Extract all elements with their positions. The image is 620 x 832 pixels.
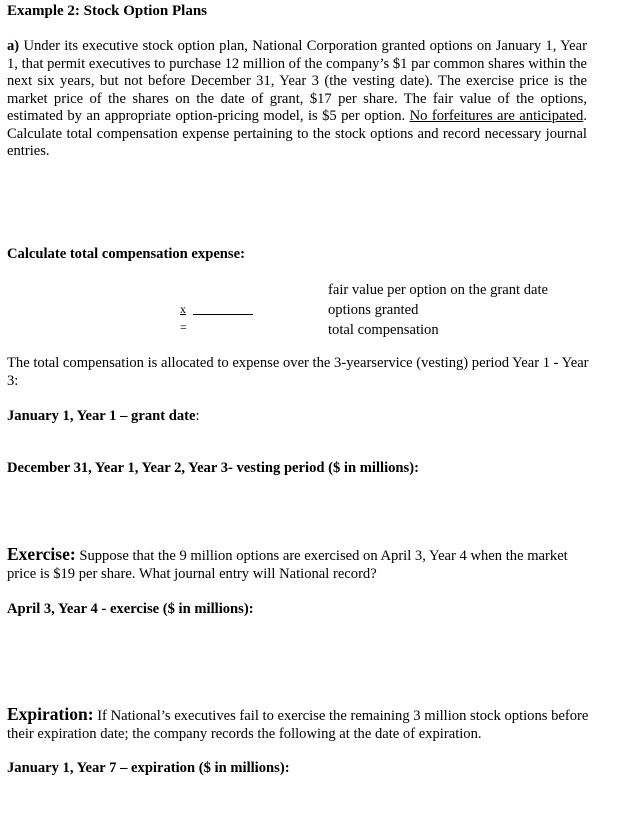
part-a-text: Under its executive stock option plan, National Corporation granted options on January 1, Year 1, that permit executives to purchase 12 million of the company’s $1 par common shares within the next six years, but not before December 31, Year 3 (the vesting date). The exercise price is the market price of the shares on the date of grant, $17 per share. The fair value of the options, estimated by an appropriate option-pricing model, is $5 per option. — [7, 38, 587, 124]
page-title: Example 2: Stock Option Plans — [7, 3, 208, 19]
grant-colon: : — [195, 408, 200, 424]
answer-blank-line — [193, 314, 253, 315]
allocation-text: The total compensation is allocated to expense over the 3-yearservice (vesting) period Year 1 - Year 3: — [7, 355, 589, 389]
expiration-text: If National’s executives fail to exercise the remaining 3 million stock options before their expiration date; the company records the following at the date of expiration. — [7, 708, 589, 742]
calc-label-fair-value: fair value per option on the grant date — [328, 282, 549, 298]
grant-heading: January 1, Year 1 – grant date — [7, 408, 196, 424]
part-a-text-end: . Calculate total compensation expense pertaining to the stock options and record necessary journal entries. — [7, 108, 587, 159]
calc-label-options-granted: options granted — [328, 302, 419, 318]
calc-heading: Calculate total compensation expense: — [7, 246, 245, 262]
expiration-heading: January 1, Year 7 – expiration ($ in millions): — [7, 760, 290, 776]
expiration-label: Expiration: — [7, 704, 94, 724]
part-a-paragraph — [7, 38, 587, 161]
calc-labels — [328, 280, 548, 340]
grant-heading-row — [7, 408, 200, 426]
exercise-text: Suppose that the 9 million options are exercised on April 3, Year 4 when the market price is $19 per share. What journal entry will National record? — [7, 548, 568, 582]
no-forfeitures-text: No forfeitures are anticipated — [409, 108, 584, 124]
exercise-label: Exercise: — [7, 544, 76, 564]
equals-sign: = — [180, 320, 187, 334]
exercise-paragraph — [7, 546, 597, 583]
vesting-heading: December 31, Year 1, Year 2, Year 3- vesting period ($ in millions): — [7, 460, 419, 476]
expiration-paragraph — [7, 706, 597, 743]
times-sign: x — [180, 302, 186, 316]
part-a-label: a) — [7, 38, 20, 54]
calc-label-total-compensation: total compensation — [328, 322, 439, 338]
exercise-heading: April 3, Year 4 - exercise ($ in millions): — [7, 601, 254, 617]
